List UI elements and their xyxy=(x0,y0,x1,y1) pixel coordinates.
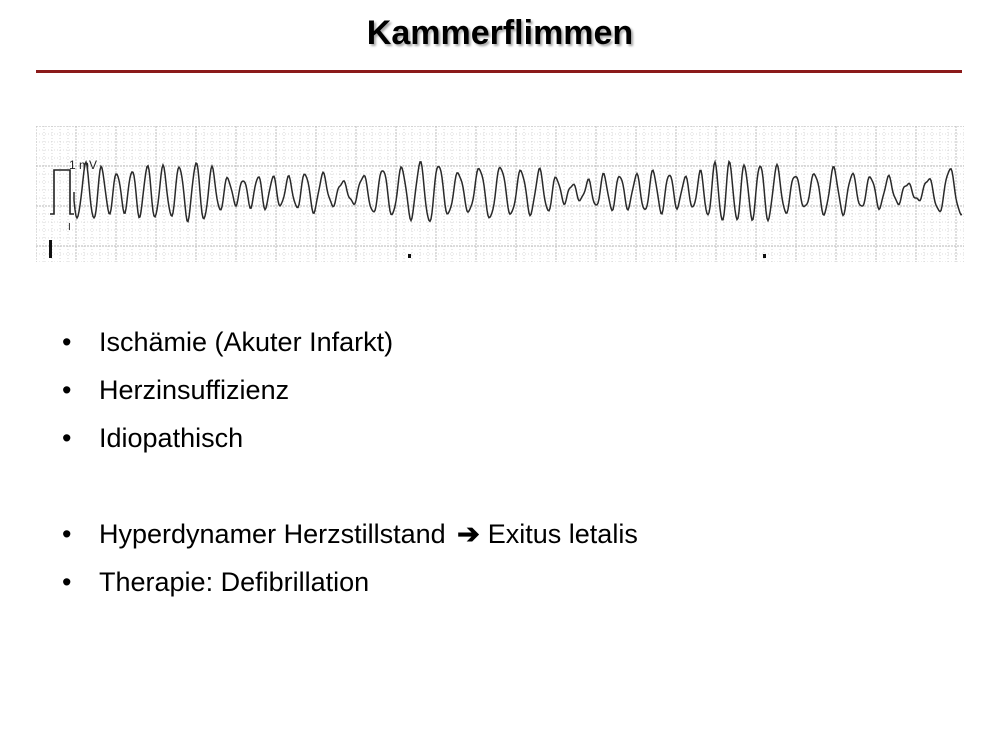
bullet-marker: • xyxy=(62,519,72,549)
marker-mid xyxy=(408,254,411,258)
bullet-item xyxy=(62,558,962,606)
calibration-pulse xyxy=(50,170,74,214)
calibration-label: 1 mV xyxy=(69,158,98,172)
bullet-text: Therapie: Defibrillation xyxy=(99,567,370,597)
bullet-marker: • xyxy=(62,375,72,405)
arrow-right-icon: ➔ xyxy=(457,519,480,549)
marker-right xyxy=(763,254,766,258)
slide-title: Kammerflimmen xyxy=(366,14,634,52)
bullet-marker: • xyxy=(62,423,72,453)
bullet-item xyxy=(62,318,962,366)
bullet-text-after: Exitus letalis xyxy=(487,519,638,549)
bullet-marker: • xyxy=(62,327,72,357)
title-divider xyxy=(36,70,962,73)
bullet-text: Idiopathisch xyxy=(99,423,244,453)
bullet-text: Herzinsuffizienz xyxy=(99,375,290,405)
ecg-trace xyxy=(74,162,962,222)
ecg-image xyxy=(36,126,964,262)
bullet-text: Ischämie (Akuter Infarkt) xyxy=(99,327,394,357)
bullet-item xyxy=(62,366,962,414)
lead-label: I xyxy=(68,222,71,233)
bullet-text: Hyperdynamer Herzstillstand xyxy=(99,519,446,549)
bullet-item xyxy=(62,414,962,462)
bullet-list xyxy=(62,318,962,606)
bullet-marker: • xyxy=(62,567,72,597)
bullet-item xyxy=(62,510,962,558)
marker-left xyxy=(49,240,52,258)
ecg-strip xyxy=(36,126,964,262)
